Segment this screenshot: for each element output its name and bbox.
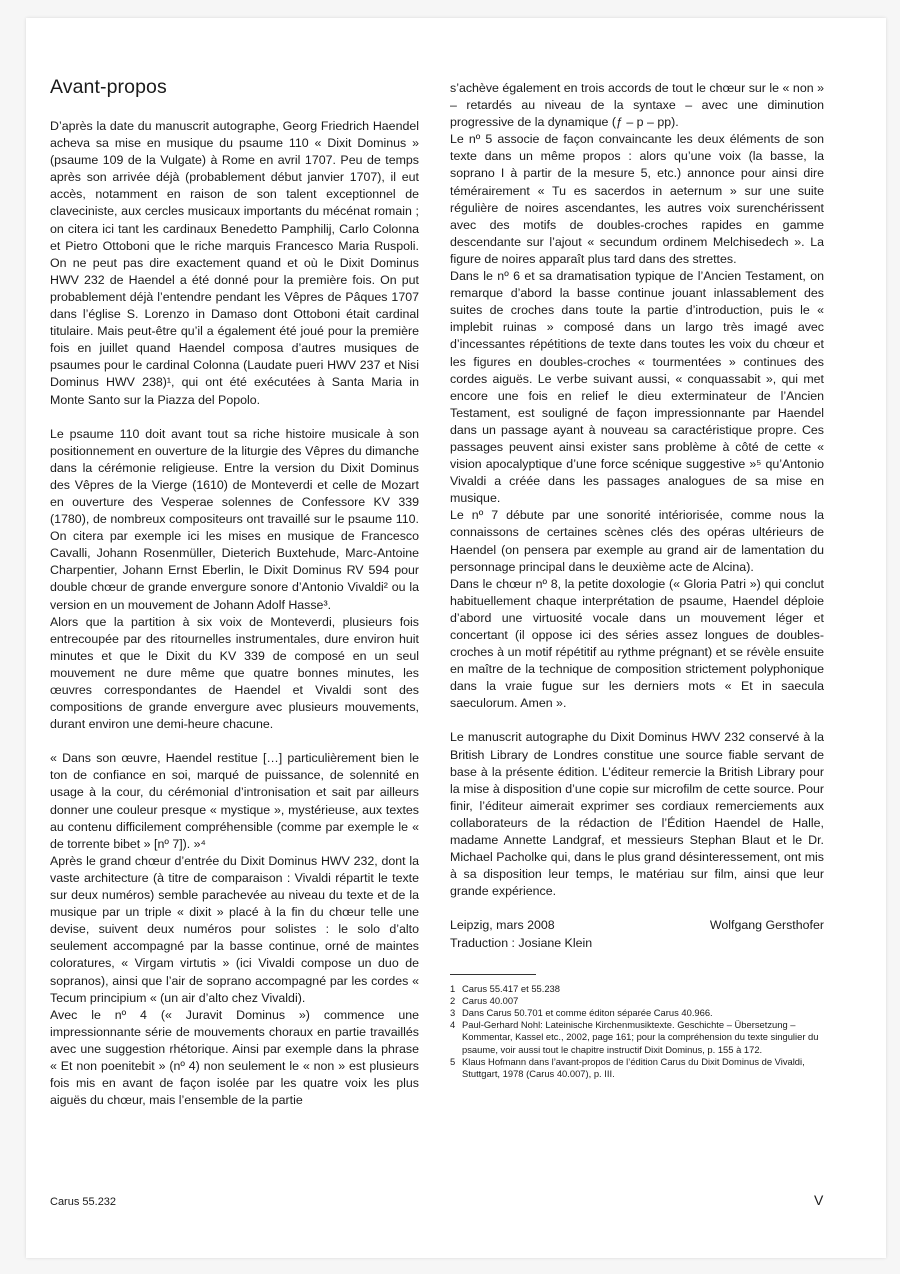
right-column (450, 80, 824, 1080)
paragraph: Le manuscrit autographe du Dixit Dominus HWV 232 conservé à la British Library de Londres constitue une source fiable servant de base à la présente édition. L’éditeur remercie la British Library pour la mise à disposition d’une copie sur microfilm de cette source. Pour finir, l’éditeur aimerait exprimer ses cordiaux remerciements aux collaborateurs de la rédaction de l’Édition Haendel de Halle, madame Annette Landgraf, et messieurs Stephan Blaut et le Dr. Michael Pacholke qui, dans le plus grand désinteressement, ont mis à sa disposition leur temps, le matériau sur film, ainsi que leur grande expérience. (450, 730, 824, 899)
page-number: V (814, 1192, 824, 1208)
footnote (450, 1056, 824, 1080)
footnote-number: 5 (450, 1055, 456, 1067)
footnotes (450, 983, 824, 1081)
footnote (450, 1007, 824, 1019)
paragraph: s’achève également en trois accords de tout le chœur sur le « non » – retardés au niveau de la syntaxe – avec une diminution progressive de la dynamique (ƒ – p – pp). (450, 81, 824, 130)
footnote-text: Carus 40.007 (462, 994, 519, 1006)
paragraph: Le nº 7 débute par une sonorité intériorisée, comme nous la connaissons de certaines scènes clés des opéras ultérieurs de Haendel (on pensera par exemple au grand air de lamentation du personnage principal dans le deuxième acte de Alcina). (450, 508, 824, 574)
paragraph: Le psaume 110 doit avant tout sa riche histoire musicale à son positionnement en ouverture de la liturgie des Vêpres du dimanche dans la cérémonie religieuse. Entre la version du Dixit Dominus des Vêpres de la Vierge (1610) de Monteverdi et celle de Mozart en ouverture des Vesperae solennes de Confessore KV 339 (1780), de nombreux compositeurs ont travaillé sur le psaume 110. On citera par exemple ici les mises en musique de Francesco Cavalli, Johann Rosenmüller, Dieterich Buxtehude, Marc-Antoine Charpentier, Johann Ernst Eberlin, le Dixit Dominus RV 594 pour double chœur de grande envergure sonore d’Antonio Vivaldi² ou la version en un mouvement de Johann Adolf Hasse³. (50, 426, 419, 612)
paragraph: D’après la date du manuscrit autographe, Georg Friedrich Haendel acheva sa mise en musique du psaume 110 « Dixit Dominus » (psaume 109 de la Vulgate) à Rome en avril 1707. Peu de temps après son arrivée déjà (probablement début janvier 1707), il eut accès, notamment en raison de son talent exceptionnel de claveciniste, aux cercles musicaux importants du mécénat romain ; on citera ici tant les cardinaux Benedetto Pamphilij, Carlo Colonna et Pietro Ottoboni que le riche marquis Francesco Maria Ruspoli. On ne peut pas dire exactement quand et où le Dixit Dominus HWV 232 de Haendel a été donné pour la première fois. On put probablement déjà l’entendre pendant les Vêpres de Pâques 1707 dans l’église S. Lorenzo in Damaso dont Ottoboni était cardinal titulaire. Mais peut-être qu’il a également été joué pour la première fois en juillet quand Haendel composa d’autres musiques de psaumes pour le cardinal Colonna (Laudate pueri HWV 237 et Nisi Dominus HWV 238)¹, qui ont été exécutées à Santa Maria in Monte Santo sur la Piazza del Popolo. (50, 119, 419, 407)
footnote-number: 1 (450, 982, 456, 994)
footnote-number: 4 (450, 1019, 456, 1031)
footnote-text: Carus 55.417 et 55.238 (462, 982, 560, 994)
footnote-text: Dans Carus 50.701 et comme éditon séparée Carus 40.966. (462, 1007, 713, 1018)
left-column (50, 118, 419, 1109)
signature-line (450, 917, 824, 934)
paragraph: Alors que la partition à six voix de Monteverdi, plusieurs fois entrecoupée par des ritournelles instrumentales, dure environ huit minutes et que le Dixit du KV 339 de composé en un seul mouvement ne dure même que quatre bonnes minutes, les œuvres correspondantes de Haendel et Vivaldi sont des compositions de grande envergure avec plusieurs mouvements, durant environ une demi-heure chacune. (50, 614, 419, 732)
place-date: Leipzig, mars 2008 (450, 918, 555, 933)
paragraph: Le nº 5 associe de façon convaincante les deux éléments de son texte dans un même propos : alors qu’une voix (la basse, la soprano I à partir de la mesure 5, etc.) annonce pour ainsi dire témérairement « Tu es sacerdos in aeternum » sur une suite régulière de noires ascendantes, les autres voix surenchérissent avec des motifs de doubles-croches rapides en gamme descendante sur l’ajout « secundum ordinem Melchisedech ». La figure de noires apparaît plus tard dans des strettes. (450, 132, 824, 266)
footnote (450, 995, 824, 1007)
footnote-divider (450, 974, 536, 975)
page-title: Avant-propos (50, 76, 167, 98)
footnote-text: Paul-Gerhard Nohl: Lateinische Kirchenmusiktexte. Geschichte – Übersetzung – Kommentar, Kassel etc., 2002, page 161; pour la compréhension du texte singulier du psaume, voir aussi tout le chapitre instructif Dixit Dominus, p. 155 à 172. (462, 1019, 819, 1055)
footnote-number: 2 (450, 994, 456, 1006)
catalog-number: Carus 55.232 (50, 1196, 117, 1208)
footnote (450, 983, 824, 995)
author-name: Wolfgang Gersthofer (709, 918, 824, 933)
paragraph: Dans le chœur nº 8, la petite doxologie (« Gloria Patri ») qui conclut habituellement chaque interprétation de psaume, Haendel déploie d’abord une virtuosité vocale dans un mouvement léger et concertant (il oppose ici des séries assez longues de doubles-croches à un motif répétitif au rythme prégnant) et se révèle ensuite en maître de la technique de composition strictement polyphonique dans la vraie fugue sur les derniers mots « Et in saecula saeculorum. Amen ». (450, 576, 824, 711)
footnote-number: 3 (450, 1007, 456, 1018)
paragraph: « Dans son œuvre, Haendel restitue […] particulièrement bien le ton de confiance en soi, marqué de puissance, de solennité en usage à la cour, du cérémonial d’intronisation et sait par ailleurs donner une couleur presque « mystique », mystérieuse, aux textes au contenu difficilement compréhensible (comme par exemple le « de torrente bibet » [nº 7]). »⁴ (50, 751, 419, 851)
paragraph: Avec le nº 4 (« Juravit Dominus ») commence une impressionnante série de mouvements choraux en partie travaillés avec une suggestion rhétorique. Ainsi par exemple dans la phrase « Et non poenitebit » (nº 4) non seulement le « non » est plusieurs fois mis en avant de façon isolée par les quatre voix les plus aiguës du chœur, mais l’ensemble de la partie (50, 1007, 419, 1108)
paragraph: Après le grand chœur d’entrée du Dixit Dominus HWV 232, dont la vaste architecture (à titre de comparaison : Vivaldi répartit le texte sur deux numéros) semble parachevée au niveau du texte et de la musique par un triple « dixit » placé à la fin du chœur telle une devise, suivent deux numéros pour solistes : le solo d’alto seulement accompagné par la basse continue, orné de maintes coloratures, « Virgam virtutis » (ici Vivaldi compose un duo de sopranos), ainsi que l’air de soprano accompagné par les cordes « Tecum principium « (un air d’alto chez Vivaldi). (50, 853, 419, 1005)
document-page (26, 18, 886, 1258)
paragraph: Dans le nº 6 et sa dramatisation typique de l’Ancien Testament, on remarque d’abord la basse continue jouant inlassablement des suites de croches dans toute la partie d’introduction, puis le « implebit ruinas » composé dans un largo très imagé avec d’incessantes répétitions de texte dans toutes les voix du chœur et les figures en doubles-croches « tourmentées » continues des cordes aiguës. Le verbe suivant aussi, « conquassabit », qui met encore une fois en relief le dieu exterminateur de l’Ancien Testament, est souligné de façon impressionnante par Haendel dans un passage ayant à nouveau sa caractéristique propre. Ces passages peuvent ainsi exister sans problème à côté de cette « vision apocalyptique d’une force scénique suggestive »⁵ qu’Antonio Vivaldi a créée dans les passages analogues de sa mise en musique. (450, 269, 824, 506)
footnote (450, 1019, 824, 1056)
footnote-text: Klaus Hofmann dans l’avant-propos de l’édition Carus du Dixit Dominus de Vivaldi, Stuttgart, 1978 (Carus 40.007), p. III. (462, 1055, 805, 1080)
translator: Traduction : Josiane Klein (450, 935, 593, 950)
